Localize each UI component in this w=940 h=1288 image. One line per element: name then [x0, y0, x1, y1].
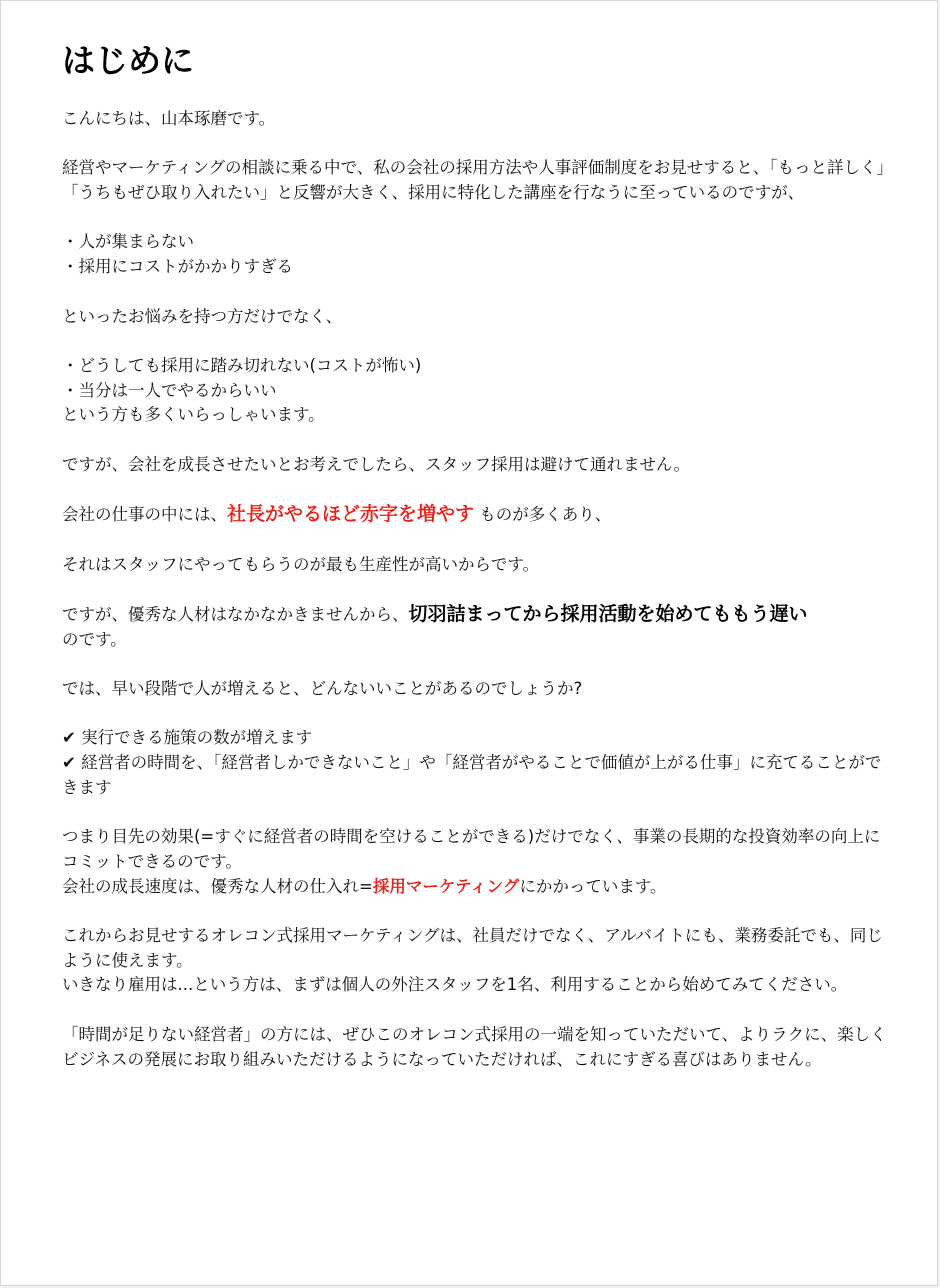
talent-text-after: のです。: [62, 629, 127, 649]
hesitation-item-1: ・どうしても採用に踏み切れない(コストが怖い): [62, 355, 422, 375]
check-item-text: 実行できる施策の数が増えます: [75, 728, 313, 748]
growth-paragraph: [62, 875, 887, 900]
work-emphasis: 社長がやるほど赤字を増やす: [227, 503, 475, 526]
summary-paragraph: つまり目先の効果(=すぐに経営者の時間を空けることができる)だけでなく、事業の長期的な投資効率の向上にコミットできるのです。: [62, 827, 881, 871]
spacer: [62, 428, 887, 453]
talent-text-before: ですが、優秀な人材はなかなかきませんから、: [62, 604, 409, 624]
greeting: こんにちは、山本琢磨です。: [62, 109, 276, 128]
growth-text-after: にかかっています。: [519, 876, 667, 896]
talent-paragraph: [62, 602, 887, 652]
spacer: [62, 998, 887, 1023]
spacer: [62, 702, 887, 727]
growth-text-before: 会社の成長速度は、優秀な人材の仕入れ=: [62, 876, 373, 896]
check-item-1: [62, 726, 887, 751]
not-only-paragraph: といったお悩みを持つ方だけでなく、: [62, 306, 343, 326]
checkmark-icon: ✔: [62, 753, 76, 773]
staff-hiring-paragraph: ですが、会社を成長させたいとお考えでしたら、スタッフ採用は避けて通れません。: [62, 454, 690, 474]
check-item-2: [62, 751, 887, 800]
work-paragraph: [62, 502, 887, 528]
reason-paragraph: それはスタッフにやってもらうのが最も生産性が高いからです。: [62, 554, 540, 574]
method-paragraph: これからお見せするオレコン式採用マーケティングは、社員だけでなく、アルバイトにも、業務委託でも、同じように使えます。: [62, 926, 883, 970]
spacer: [62, 477, 887, 502]
spacer: [62, 206, 887, 231]
hesitation-item-2: ・当分は一人でやるからいい: [62, 380, 277, 400]
spacer: [62, 132, 887, 157]
many-people-paragraph: という方も多くいらっしゃいます。: [62, 405, 325, 425]
concern-item-2: ・採用にコストがかかりすぎる: [62, 257, 293, 277]
spacer: [62, 652, 887, 677]
spacer: [62, 329, 887, 354]
checkmark-icon: ✔: [62, 728, 76, 748]
spacer: [62, 280, 887, 305]
spacer: [62, 801, 887, 826]
closing-paragraph: 「時間が足りない経営者」の方には、ぜひこのオレコン式採用の一端を知っていただいて、よりラクに、楽しくビジネスの発展にお取り組みいただけるようになっていただければ、これにすぎる喜びはありません。: [62, 1024, 887, 1069]
work-text-after: ものが多くあり、: [474, 505, 612, 525]
talent-emphasis: 切羽詰まってから採用活動を始めてももう遅い: [408, 602, 808, 625]
spacer: [62, 899, 887, 924]
outsource-paragraph: いきなり雇用は...という方は、まずは個人の外注スタッフを1名、利用することから始めてみてください。: [62, 975, 848, 995]
spacer: [62, 577, 887, 602]
concern-item-1: ・人が集まらない: [62, 232, 194, 252]
document-body: [62, 37, 887, 1072]
check-item-text: 経営者の時間を、「経営者しかできないこと」や「経営者がやることで価値が上がる仕事」に充てることができます: [62, 753, 882, 797]
growth-emphasis: 採用マーケティング: [372, 876, 520, 896]
work-text-before: 会社の仕事の中には、: [62, 505, 227, 525]
question-paragraph: では、早い段階で人が増えると、どんないいことがあるのでしょうか?: [62, 679, 583, 699]
spacer: [62, 528, 887, 553]
page-title: はじめに: [62, 41, 194, 80]
intro-paragraph: 経営やマーケティングの相談に乗る中で、私の会社の採用方法や人事評価制度をお見せすると、「もっと詳しく」「うちもぜひ取り入れたい」と反響が大きく、採用に特化した講座を行なうに至っているのですが、: [62, 158, 885, 203]
